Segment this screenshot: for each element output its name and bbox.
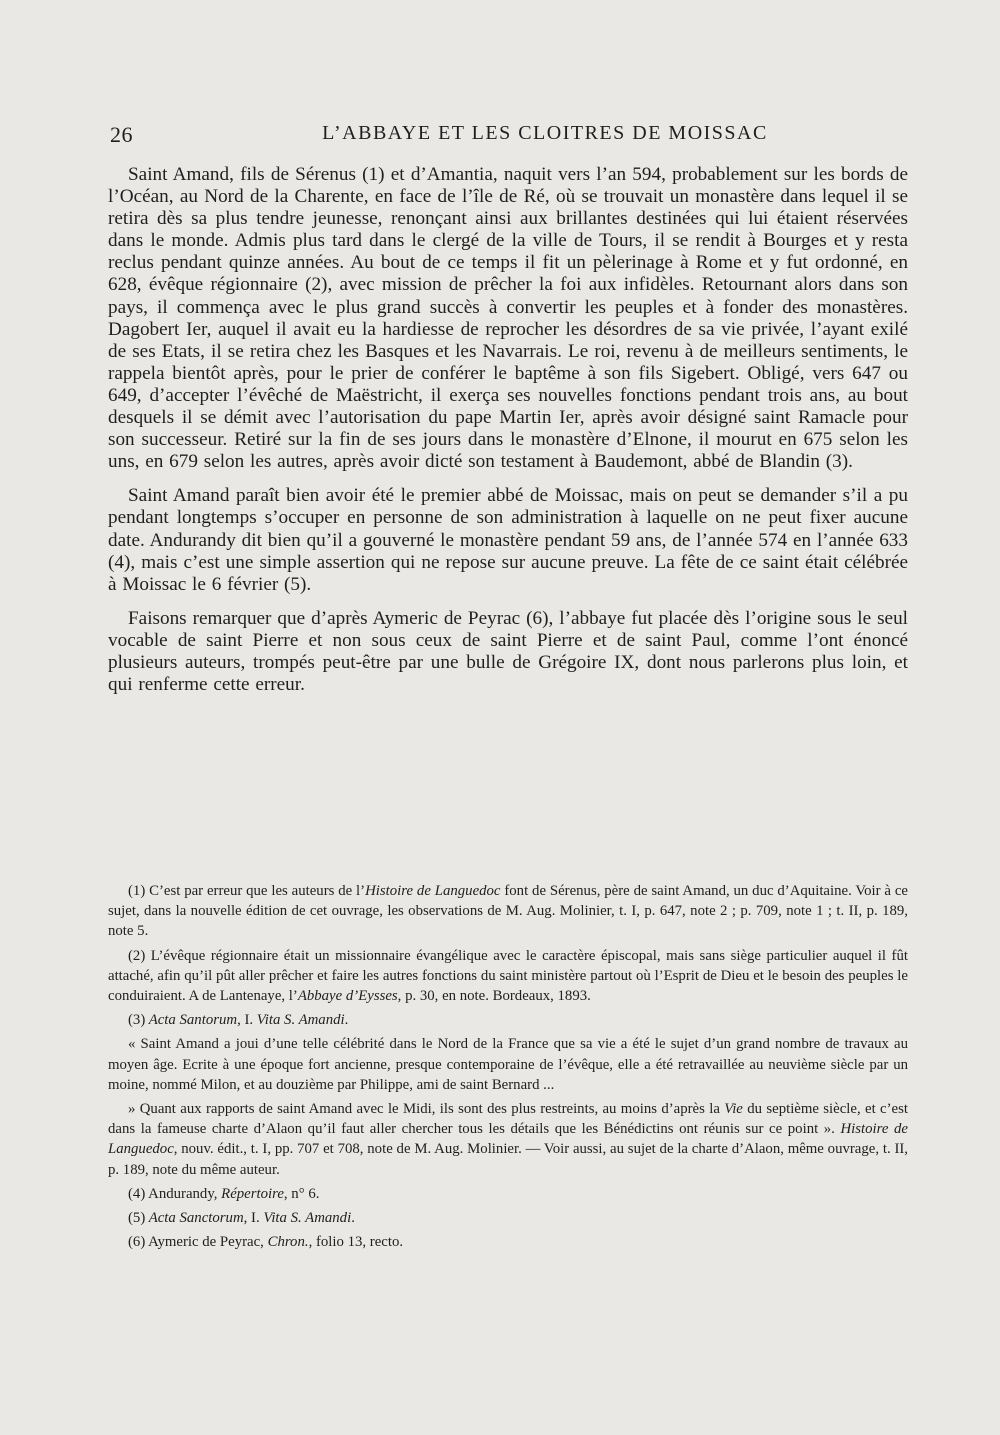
main-text [108, 164, 908, 708]
paragraph-2: Saint Amand paraît bien avoir été le premier abbé de Moissac, mais on peut se demander s’il a pu pendant longtemps s’occuper en personne de son administration à laquelle on ne peut fixer aucune date. Andurandy dit bien qu’il a gouverné le monastère pendant 59 ans, de l’année 574 en l’année 633 (4), mais c’est une simple assertion qui ne repose sur aucune preuve. La fête de ce saint était célébrée à Moissac le 6 février (5). [108, 485, 908, 595]
footnote-text: L’évêque régionnaire était un missionnaire évangélique avec le caractère épiscopal, mais sans siège particulier auquel il fût attaché, afin qu’il pût aller prêcher et faire les autres fonctions du saint ministère partout où l’Esprit de Dieu et le besoin des peuples le conduiraient. A de Lantenaye, l’ [108, 947, 908, 1005]
footnote-title: Vita S. Amandi [256, 1012, 345, 1029]
footnote-text: C’est par erreur que les auteurs de l’ [145, 883, 366, 899]
footnote-mark: (6) [128, 1234, 146, 1251]
footnote-title: Chron. [267, 1234, 309, 1251]
footnote-title: Histoire de Languedoc [108, 1121, 908, 1158]
paragraph-3: Faisons remarquer que d’après Aymeric de Peyrac (6), l’abbaye fut placée dès l’origine sous le seul vocable de saint Pierre et non sous ceux de saint Pierre et de saint Paul, comme l’ont énoncé plusieurs auteurs, trompés peut-être par une bulle de Grégoire IX, dont nous parlerons plus loin, et qui renferme cette erreur. [108, 607, 908, 696]
footnote-title: Vie [724, 1101, 743, 1118]
footnote-3-quote: « Saint Amand a joui d’une telle célébrité dans le Nord de la France que sa vie a été le sujet d’un grand nombre de travaux au moyen âge. Ecrite à une époque fort ancienne, presque contemporaine de l’évêque, elle a été retravaillée au neuvième siècle par un moine, nommé Milon, et au douzième par Philippe, ami de saint Bernard ... [108, 1036, 908, 1093]
footnote-title: Répertoire [221, 1185, 284, 1202]
footnote-6 [108, 1232, 908, 1252]
footnotes [108, 881, 908, 1256]
footnote-3-quote-continued [108, 1099, 908, 1180]
paragraph-1: Saint Amand, fils de Sérenus (1) et d’Amantia, naquit vers l’an 594, probablement sur les bords de l’Océan, au Nord de la Charente, en face de l’île de Ré, où se trouvait un monastère dans lequel il se retira dès sa plus tendre jeunesse, renonçant ainsi aux brillantes destinées qui lui étaient réservées dans le monde. Admis plus tard dans le clergé de la ville de Tours, il se rendit à Bourges et y resta reclus pendant quinze années. Au bout de ce temps il fit un pèlerinage à Rome et y fut ordonné, en 628, évêque régionnaire (2), avec mission de prêcher la foi aux infidèles. Retournant alors dans son pays, il commença avec le plus grand succès à convertir les peuples et à fonder des monastères. Dagobert Ier, auquel il avait eu la hardiesse de reprocher les désordres de sa vie privée, l’ayant exilé de ses Etats, il se retira chez les Basques et les Navarrais. Le roi, revenu à de meilleurs sentiments, le rappela bientôt après, pour le prier de conférer le baptême à son fils Sigebert. Obligé, vers 647 ou 649, d’accepter l’évêché de Maëstricht, il exerça ses nouvelles fonctions pendant trois ans, au bout desquels il se démit avec l’autorisation du pape Martin Ier, après avoir désigné saint Ramacle pour son successeur. Retiré sur la fin de ses jours dans le monastère d’Elnone, il mourut en 675 selon les uns, en 679 selon les autres, après avoir dicté son testament à Baudemont, abbé de Blandin (3). [108, 164, 908, 473]
footnote-mark: (2) [128, 947, 146, 964]
footnote-title: Abbaye d’Eysses [297, 988, 398, 1005]
footnote-text: , folio 13, recto. [308, 1234, 404, 1251]
footnote-text: du septième siècle, et c’est dans la fameuse charte d’Alaon qu’il faut aller chercher tous les détails que les Bénédictins ont réunis sur ce point ». [108, 1101, 908, 1138]
footnote-mark: (4) [128, 1185, 146, 1202]
footnote-text: , nouv. édit., t. I, pp. 707 et 708, note de M. Aug. Molinier. — Voir aussi, au sujet de la charte d’Alaon, même ouvrage, t. II, p. 189, note du même auteur. [108, 1141, 908, 1178]
page-number: 26 [110, 122, 133, 147]
footnote-title: Histoire de Languedoc [365, 883, 501, 899]
footnote-text: » Quant aux rapports de saint Amand avec le Midi, ils sont des plus restreints, au moins d’après la [128, 1101, 725, 1118]
footnote-3 [108, 1010, 908, 1030]
footnote-mark: (3) [128, 1012, 146, 1029]
footnote-text: . [344, 1012, 349, 1029]
footnote-1 [108, 881, 908, 942]
footnote-2 [108, 946, 908, 1007]
footnote-mark: (5) [128, 1210, 146, 1227]
footnote-5 [108, 1208, 908, 1228]
footnote-title: Acta Sanctorum [145, 1210, 244, 1227]
page-header [110, 122, 910, 152]
footnote-4 [108, 1184, 908, 1204]
footnote-text: , I. [237, 1012, 257, 1029]
footnote-title: Vita S. Amandi [263, 1210, 352, 1227]
footnote-title: Acta Santorum [145, 1012, 238, 1029]
footnote-text: , p. 30, en note. Bordeaux, 1893. [397, 988, 591, 1005]
footnote-text: , n° 6. [283, 1185, 320, 1202]
footnote-text: . [351, 1210, 355, 1227]
footnote-mark: (1) [128, 883, 146, 899]
running-title: L’ABBAYE ET LES CLOITRES DE MOISSAC [322, 122, 768, 144]
footnote-text: Andurandy, [145, 1185, 222, 1202]
footnote-text: font de Sérenus, père de saint Amand, un duc d’Aquitaine. Voir à ce sujet, dans la nouvelle édition de cet ouvrage, les observations de M. Aug. Molinier, t. I, p. 647, note 2 ; p. 709, note 1 ; t. II, p. 189, note 5. [108, 883, 908, 940]
footnote-text: , I. [243, 1210, 264, 1227]
footnote-text: Aymeric de Peyrac, [145, 1234, 268, 1251]
